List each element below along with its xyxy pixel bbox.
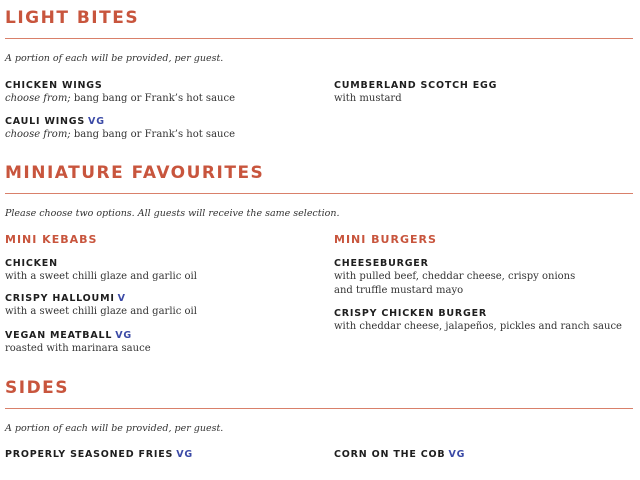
section-divider <box>5 193 633 194</box>
vegan-tag: VG <box>176 449 193 460</box>
menu-item-scotch-egg <box>334 79 497 106</box>
menu-item-chicken-kebab <box>5 257 197 284</box>
section-divider <box>5 408 633 409</box>
item-description: with pulled beef, cheddar cheese, crispy onions <box>334 271 576 282</box>
menu-item-crispy-halloumi <box>5 292 197 319</box>
item-name: CUMBERLAND SCOTCH EGG <box>334 80 498 91</box>
subsection-title-mini-kebabs: MINI KEBABS <box>5 233 98 246</box>
item-description: with mustard <box>334 93 402 104</box>
item-name: CRISPY HALLOUMI V <box>5 293 126 304</box>
subsection-title-mini-burgers: MINI BURGERS <box>334 233 437 246</box>
menu-item-chicken-wings <box>5 79 235 106</box>
item-description: roasted with marinara sauce <box>5 343 151 354</box>
section-note: Please choose two options. All guests will receive the same selection. <box>5 208 340 219</box>
menu-item-corn-on-the-cob <box>334 448 465 461</box>
item-name: VEGAN MEATBALL VG <box>5 330 132 341</box>
menu-item-fries <box>5 448 193 461</box>
menu-item-vegan-meatball <box>5 329 151 356</box>
item-description: with a sweet chilli glaze and garlic oil <box>5 271 197 282</box>
item-description: choose from; bang bang or Frank’s hot sauce <box>5 129 235 140</box>
section-title-light-bites: LIGHT BITES <box>5 8 140 28</box>
menu-item-cauli-wings <box>5 115 235 142</box>
item-name: CHICKEN WINGS <box>5 80 103 91</box>
item-name: CRISPY CHICKEN BURGER <box>334 308 488 319</box>
item-description: with cheddar cheese, jalapeños, pickles and ranch sauce <box>334 321 622 332</box>
item-name: CHICKEN <box>5 258 58 269</box>
menu-item-cheeseburger <box>334 257 575 298</box>
section-note: A portion of each will be provided, per guest. <box>5 423 224 434</box>
item-name: CORN ON THE COB VG <box>334 449 466 460</box>
vegan-tag: VG <box>88 116 105 127</box>
section-title-miniature-favourites: MINIATURE FAVOURITES <box>5 163 265 183</box>
section-divider <box>5 38 633 39</box>
item-name: CHEESEBURGER <box>334 258 429 269</box>
section-note: A portion of each will be provided, per guest. <box>5 53 224 64</box>
vegan-tag: VG <box>448 449 466 460</box>
menu-item-crispy-chicken-burger <box>334 307 622 334</box>
item-description-continued: and truffle mustard mayo <box>334 285 464 296</box>
section-title-sides: SIDES <box>5 378 70 398</box>
item-description: choose from; bang bang or Frank’s hot sauce <box>5 93 235 104</box>
item-description: with a sweet chilli glaze and garlic oil <box>5 306 197 317</box>
vegetarian-tag: V <box>117 293 126 304</box>
item-name: PROPERLY SEASONED FRIES VG <box>5 449 193 460</box>
item-name: CAULI WINGS VG <box>5 116 105 127</box>
vegan-tag: VG <box>115 330 132 341</box>
